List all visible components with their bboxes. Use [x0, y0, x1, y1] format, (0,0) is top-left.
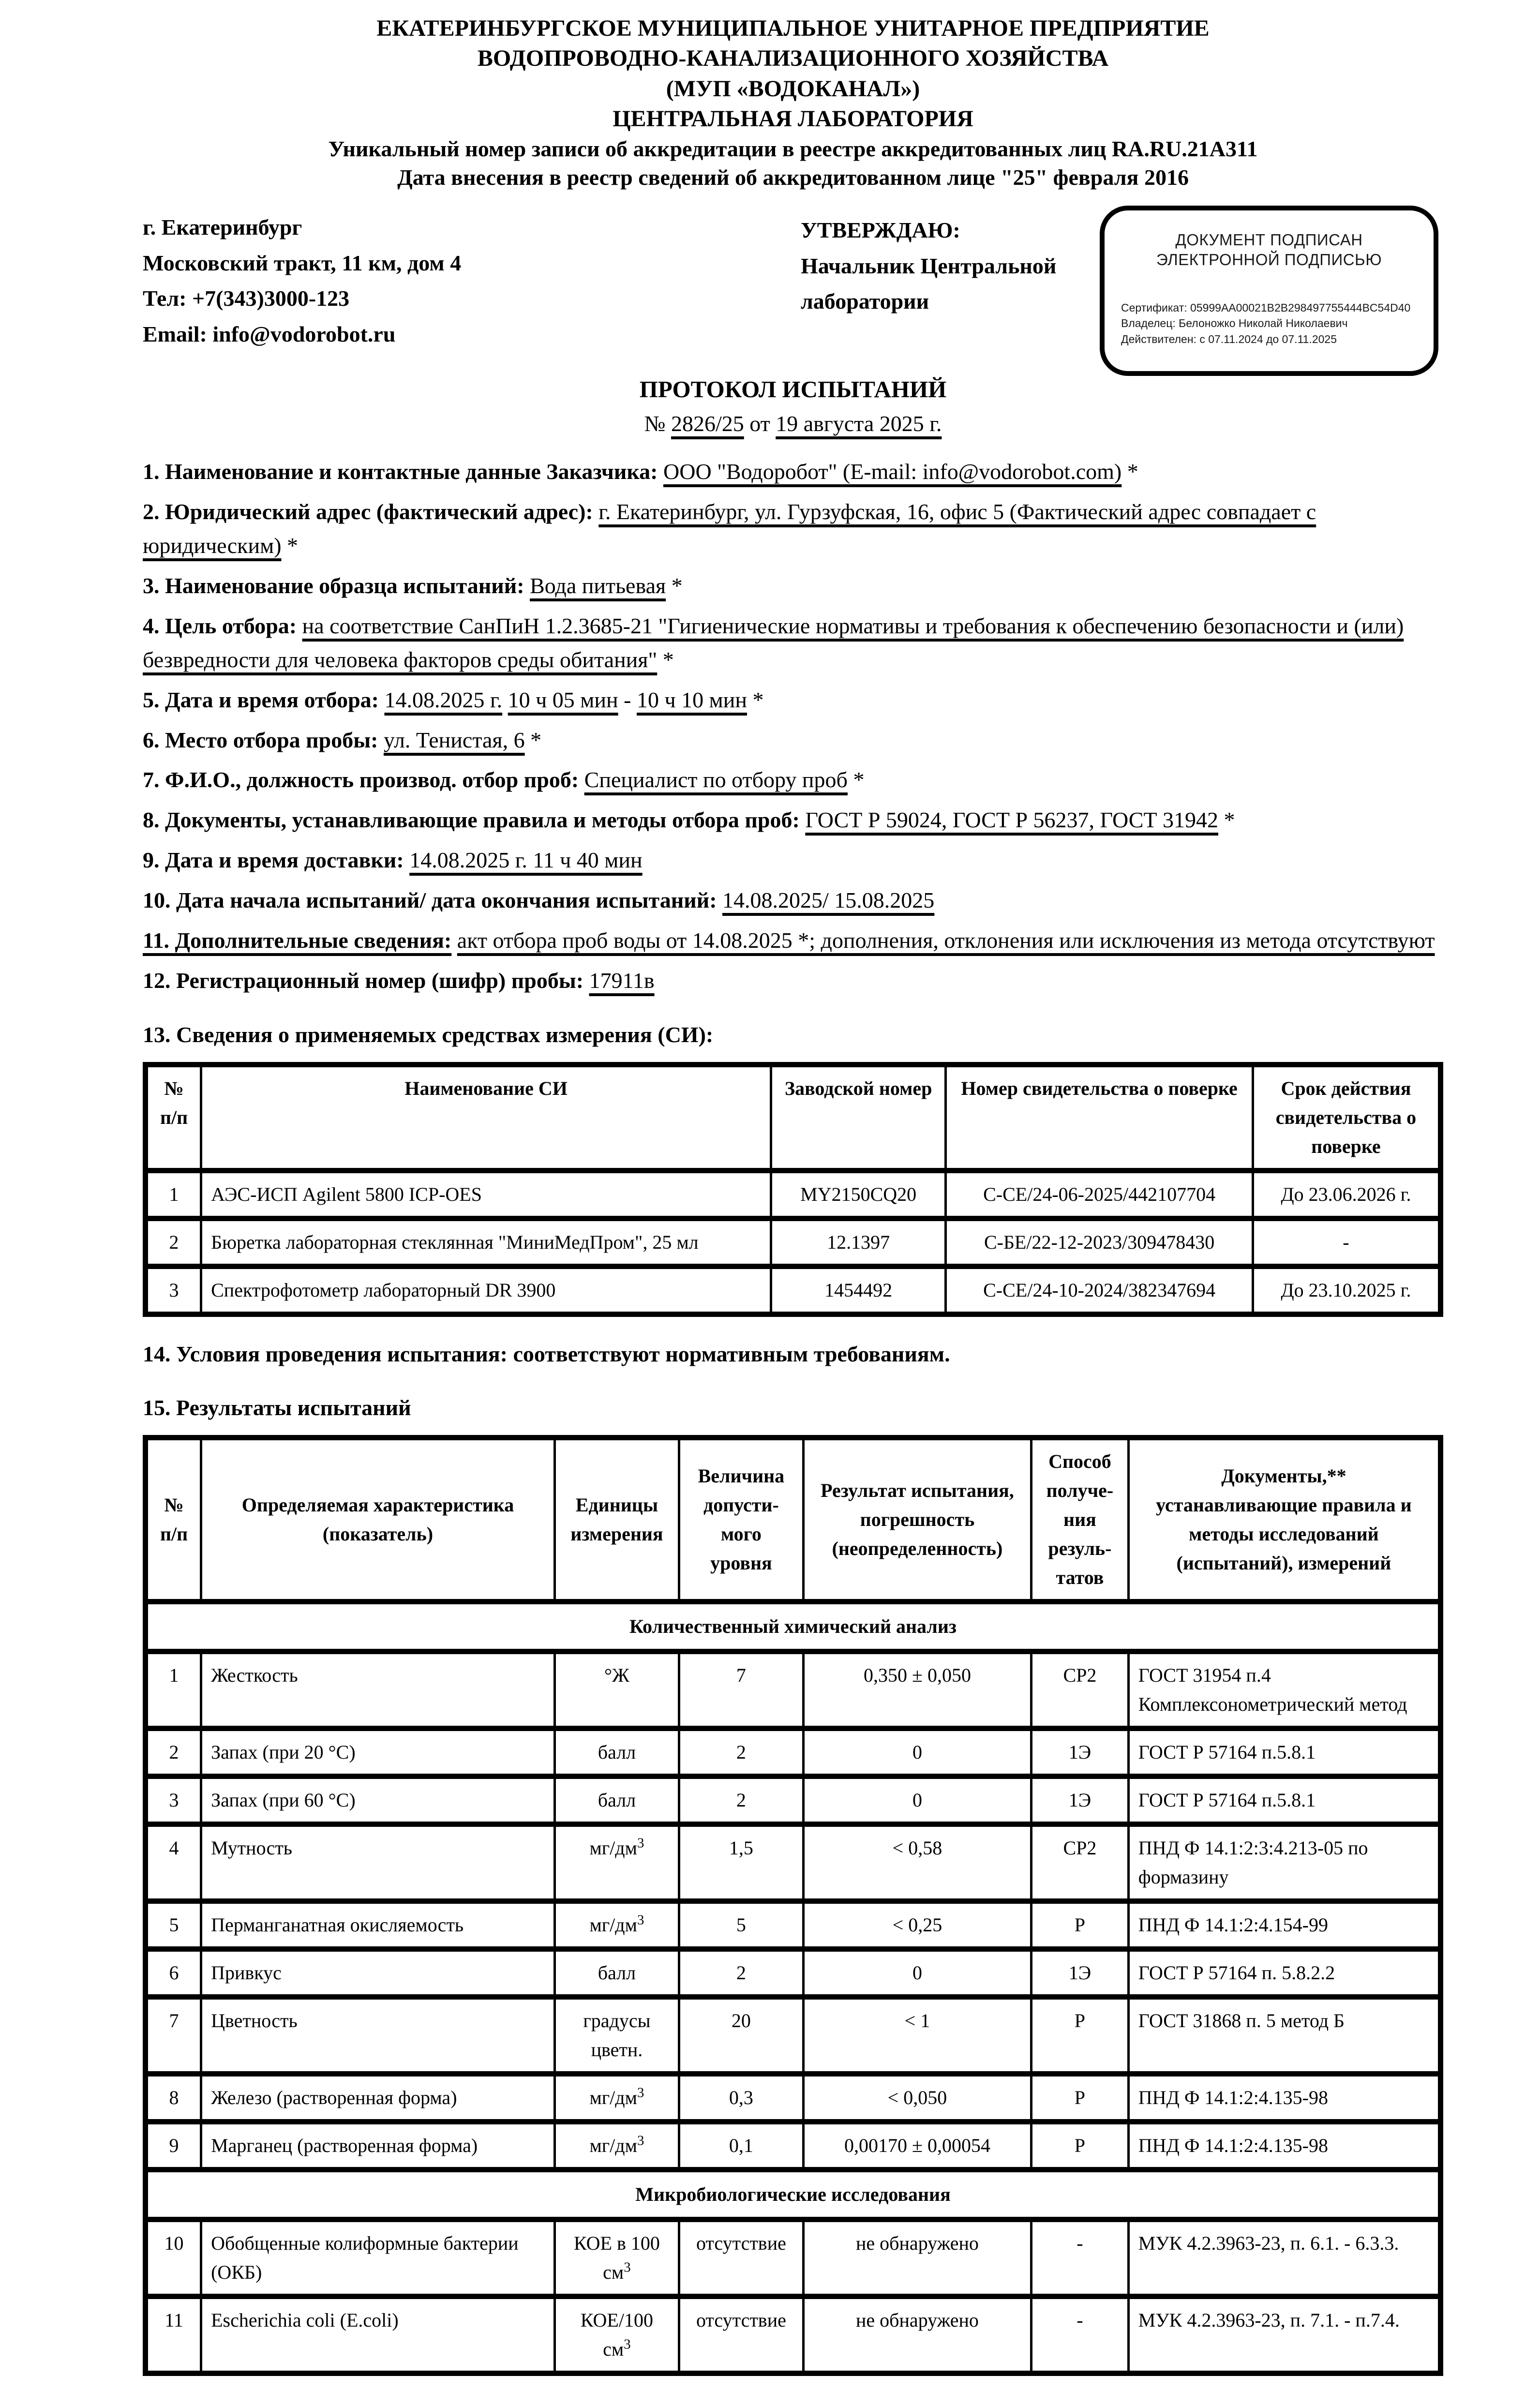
results-table-cell: балл [554, 1728, 679, 1776]
item-sampler [143, 763, 1443, 797]
si-col-name: Наименование СИ [201, 1064, 771, 1170]
results-table-cell: 7 [679, 1651, 803, 1728]
results-table-cell: Escherichia coli (E.coli) [201, 2296, 555, 2373]
results-table-section-row [146, 1601, 1441, 1651]
si-table-cell: С-БЕ/22-12-2023/309478430 [946, 1218, 1253, 1266]
info-row [143, 206, 1443, 373]
stamp-details [1121, 300, 1417, 347]
results-table-cell: 9 [146, 2121, 201, 2169]
si-col-number: № п/п [146, 1064, 201, 1170]
item-label: 12. Регистрационный номер (шифр) пробы: [143, 968, 584, 993]
item-value: ГОСТ Р 59024, ГОСТ Р 56237, ГОСТ 31942 [805, 807, 1219, 833]
superscript-3: 3 [624, 2259, 631, 2275]
results-table-cell: КОЕ/100 $см^3$ [554, 2296, 679, 2373]
results-table-cell: Запах (при 20 °С) [201, 1728, 555, 1776]
results-table-cell: 2 [679, 1776, 803, 1824]
superscript-3: 3 [637, 2085, 644, 2101]
si-col-serial: Заводской номер [771, 1064, 945, 1170]
results-table-cell: < 0,25 [803, 1901, 1031, 1949]
protocol-number-line [143, 411, 1443, 436]
results-table-cell: 0 [803, 1776, 1031, 1824]
results-table-row [146, 2219, 1441, 2296]
si-table-cell: До 23.06.2026 г. [1253, 1170, 1440, 1218]
protocol-number-mid: от [744, 411, 776, 436]
item-value: 14.08.2025/ 15.08.2025 [722, 888, 935, 913]
item-value: на соответствие СанПиН 1.2.3685-21 "Гигиенические нормативы и требования к обеспечению безопасности и (или) безвредности для человека факторов среды обитания" [143, 613, 1404, 672]
superscript-3: 3 [637, 1835, 644, 1851]
protocol-number-prefix: № [644, 411, 671, 436]
results-table-cell: ПНД Ф 14.1:2:4.135-98 [1128, 2074, 1440, 2121]
results-table-cell: °Ж [554, 1651, 679, 1728]
results-table-cell: Мутность [201, 1824, 555, 1901]
results-table-cell: Железо (растворенная форма) [201, 2074, 555, 2121]
digital-signature-stamp [1100, 206, 1438, 376]
item-sampling-datetime [143, 683, 1443, 717]
results-table-cell: МУК 4.2.3963-23, п. 7.1. - п.7.4. [1128, 2296, 1440, 2373]
lab-contacts [143, 209, 461, 352]
res-col-result: Результат испытания, погрешность (неопределенность) [803, 1437, 1031, 1601]
section-test-results: 15. Результаты испытаний [143, 1395, 411, 1420]
si-table-cell: - [1253, 1218, 1440, 1266]
si-table-cell: 2 [146, 1218, 201, 1266]
item-value: 14.08.2025 г. 11 ч 40 мин [409, 848, 643, 873]
results-table-cell: $мг/дм^3$ [554, 1901, 679, 1949]
results-table-cell: Цветность [201, 1997, 555, 2074]
item-label: 3. Наименование образца испытаний: [143, 573, 524, 598]
results-table-row [146, 1901, 1441, 1949]
item-sampling-place [143, 723, 1443, 757]
si-table [143, 1062, 1443, 1317]
si-table-header-row [146, 1064, 1441, 1170]
results-table-cell: КОЕ в 100 $см^3$ [554, 2219, 679, 2296]
results-table-cell: 11 [146, 2296, 201, 2373]
results-table-cell: 5 [146, 1901, 201, 1949]
results-table-cell: Запах (при 60 °С) [201, 1776, 555, 1824]
superscript-3: 3 [637, 2133, 644, 2149]
item-customer [143, 455, 1443, 489]
item-footnote-mark: * [1121, 459, 1138, 484]
results-table-body [146, 1601, 1441, 2373]
results-table-row [146, 1651, 1441, 1728]
item-value: ООО "Водоробот" (E-mail: info@vodorobot.com) [663, 459, 1122, 484]
item-value: г. Екатеринбург, ул. Гурзуфская, 16, офис 5 (Фактический адрес совпадает с юридическим) [143, 499, 1316, 558]
results-table-cell: не обнаружено [803, 2219, 1031, 2296]
results-table-cell: 1Э [1032, 1949, 1129, 1997]
results-table-cell: < 0,58 [803, 1824, 1031, 1901]
results-table-cell: 10 [146, 2219, 201, 2296]
approval-block [801, 212, 1056, 319]
item-delivery-datetime [143, 843, 1443, 877]
si-table-cell: 1 [146, 1170, 201, 1218]
item-value: ул. Тенистая, 6 [383, 727, 525, 752]
item-legal-address [143, 495, 1443, 563]
results-table-cell: балл [554, 1776, 679, 1824]
section-measuring-instruments: 13. Сведения о применяемых средствах измерения (СИ): [143, 1022, 714, 1047]
results-table-cell: 1Э [1032, 1728, 1129, 1776]
results-table-cell: 8 [146, 2074, 201, 2121]
res-col-characteristic: Определяемая характеристика (показатель) [201, 1437, 555, 1601]
si-table-cell: MY2150CQ20 [771, 1170, 945, 1218]
results-table-row [146, 1728, 1441, 1776]
results-table-cell: 0,1 [679, 2121, 803, 2169]
results-table-cell: 0,00170 ± 0,00054 [803, 2121, 1031, 2169]
test-conditions-value: соответствуют нормативным требованиям. [513, 1341, 950, 1366]
item-footnote-mark: * [657, 647, 674, 672]
item-footnote-mark: * [524, 727, 542, 752]
item-label: 7. Ф.И.О., должность производ. отбор проб: [143, 767, 579, 792]
res-col-units: Единицы измерения [554, 1437, 679, 1601]
stamp-owner: Владелец: Белоножко Николай Николаевич [1121, 317, 1348, 330]
results-table-cell: ПНД Ф 14.1:2:3:4.213-05 по формазину [1128, 1824, 1440, 1901]
item-label: 9. Дата и время доставки: [143, 848, 404, 873]
results-table-row [146, 1997, 1441, 2074]
results-table-row [146, 1776, 1441, 1824]
item-label: 2. Юридический адрес (фактический адрес): [143, 499, 593, 524]
res-col-documents: Документы,** устанавливающие правила и методы исследований (испытаний), измерений [1128, 1437, 1440, 1601]
results-table-cell: не обнаружено [803, 2296, 1031, 2373]
results-table-cell: $мг/дм^3$ [554, 2074, 679, 2121]
si-table-cell: 1454492 [771, 1266, 945, 1314]
item-value-dash: - [618, 687, 637, 712]
results-table-row [146, 1949, 1441, 1997]
item-value: акт отбора проб воды от 14.08.2025 *; дополнения, отклонения или исключения из метода отсутствуют [457, 928, 1435, 953]
item-footnote-mark: * [281, 533, 299, 558]
results-table-cell: 6 [146, 1949, 201, 1997]
results-table-cell: 5 [679, 1901, 803, 1949]
item-label: 8. Документы, устанавливающие правила и методы отбора проб: [143, 807, 800, 833]
results-table-cell: ГОСТ Р 57164 п. 5.8.2.2 [1128, 1949, 1440, 1997]
res-col-method-type: Способ получе- ния резуль- татов [1032, 1437, 1129, 1601]
results-table-cell: 1Э [1032, 1776, 1129, 1824]
results-table-cell: 2 [679, 1949, 803, 1997]
results-table-cell: $мг/дм^3$ [554, 2121, 679, 2169]
org-name-line2: ВОДОПРОВОДНО-КАНАЛИЗАЦИОННОГО ХОЗЯЙСТВА [477, 45, 1109, 72]
results-table-cell: балл [554, 1949, 679, 1997]
contact-city: г. Екатеринбург [143, 215, 302, 240]
results-table-cell: отсутствие [679, 2219, 803, 2296]
results-table-cell: ПНД Ф 14.1:2:4.135-98 [1128, 2121, 1440, 2169]
si-table-cell: Спектрофотометр лабораторный DR 3900 [201, 1266, 771, 1314]
item-test-dates [143, 883, 1443, 917]
si-table-cell: Бюретка лабораторная стеклянная "МиниМедПром", 25 мл [201, 1218, 771, 1266]
item-sampling-docs [143, 803, 1443, 837]
protocol-title: ПРОТОКОЛ ИСПЫТАНИЙ [639, 376, 947, 403]
results-table-cell: 4 [146, 1824, 201, 1901]
stamp-validity: Действителен: с 07.11.2024 до 07.11.2025 [1121, 332, 1337, 345]
results-table-row [146, 1824, 1441, 1901]
approval-position-line1: Начальник Центральной [801, 253, 1057, 278]
results-table-cell: - [1032, 2219, 1129, 2296]
stamp-title [1121, 230, 1417, 270]
approval-position-line2: лаборатории [801, 289, 929, 314]
stamp-certificate: Сертификат: 05999AA00021B2B298497755444BC54D40 [1121, 301, 1411, 314]
item-footnote-mark: * [747, 687, 764, 712]
item-label: 10. Дата начала испытаний/ дата окончания испытаний: [143, 888, 717, 913]
item-label: 1. Наименование и контактные данные Заказчика: [143, 459, 658, 484]
section-test-conditions [143, 1337, 1443, 1371]
accreditation-date-line: Дата внесения в реестр сведений об аккредитованном лице "25" февраля 2016 [397, 165, 1189, 190]
results-table-cell: Перманганатная окисляемость [201, 1901, 555, 1949]
si-table-cell: 12.1397 [771, 1218, 945, 1266]
results-table-cell: ПНД Ф 14.1:2:4.154-99 [1128, 1901, 1440, 1949]
si-table-cell: С-СЕ/24-10-2024/382347694 [946, 1266, 1253, 1314]
results-table-cell: СР2 [1032, 1651, 1129, 1728]
results-section-title: Микробиологические исследования [146, 2169, 1441, 2219]
results-table-cell: 0,350 ± 0,050 [803, 1651, 1031, 1728]
item-registration-number [143, 964, 1443, 998]
item-value: Вода питьевая [530, 573, 666, 598]
results-table-cell: ГОСТ Р 57164 п.5.8.1 [1128, 1728, 1440, 1776]
results-table-cell: Р [1032, 1901, 1129, 1949]
results-table-row [146, 2121, 1441, 2169]
item-label: 6. Место отбора пробы: [143, 727, 378, 752]
results-table-cell: отсутствие [679, 2296, 803, 2373]
results-table-cell: 2 [679, 1728, 803, 1776]
results-table-cell: градусы цветн. [554, 1997, 679, 2074]
item-label: 4. Цель отбора: [143, 613, 297, 638]
results-table-header-row [146, 1437, 1441, 1601]
results-table-cell: МУК 4.2.3963-23, п. 6.1. - 6.3.3. [1128, 2219, 1440, 2296]
results-table-cell: 0 [803, 1728, 1031, 1776]
si-col-certificate: Номер свидетельства о поверке [946, 1064, 1253, 1170]
results-table-cell: ГОСТ 31954 п.4 Комплексонометрический метод [1128, 1651, 1440, 1728]
protocol-items [143, 455, 1443, 998]
org-name-line3: (МУП «ВОДОКАНАЛ») [666, 75, 920, 102]
res-col-number: № п/п [146, 1437, 201, 1601]
protocol-number: 2826/25 [671, 411, 744, 436]
item-value-time-from: 10 ч 05 мин [508, 687, 618, 712]
results-table-cell: 20 [679, 1997, 803, 2074]
stamp-title-line2: ЭЛЕКТРОННОЙ ПОДПИСЬЮ [1156, 251, 1382, 269]
item-footnote-mark: * [847, 767, 865, 792]
accreditation-line: Уникальный номер записи об аккредитации в реестре аккредитованных лиц RA.RU.21А311 [328, 136, 1258, 161]
results-table-cell: ГОСТ 31868 п. 5 метод Б [1128, 1997, 1440, 2074]
org-name-line1: ЕКАТЕРИНБУРГСКОЕ МУНИЦИПАЛЬНОЕ УНИТАРНОЕ ПРЕДПРИЯТИЕ [376, 15, 1210, 41]
results-table-cell: Р [1032, 2121, 1129, 2169]
superscript-3: 3 [637, 1912, 644, 1928]
results-table-cell: 1 [146, 1651, 201, 1728]
results-table-cell: 7 [146, 1997, 201, 2074]
results-table-cell: - [1032, 2296, 1129, 2373]
document-header [143, 14, 1443, 192]
results-table-section-row [146, 2169, 1441, 2219]
results-table-cell: Марганец (растворенная форма) [201, 2121, 555, 2169]
results-table-cell: 0,3 [679, 2074, 803, 2121]
results-table-cell: Р [1032, 2074, 1129, 2121]
results-table-cell: $мг/дм^3$ [554, 1824, 679, 1901]
results-section-title: Количественный химический анализ [146, 1601, 1441, 1651]
si-table-cell: 3 [146, 1266, 201, 1314]
results-table-cell: Обобщенные колиформные бактерии (ОКБ) [201, 2219, 555, 2296]
item-footnote-mark: * [1218, 807, 1235, 833]
si-col-validity: Срок действия свидетельства о поверке [1253, 1064, 1440, 1170]
si-table-row [146, 1266, 1441, 1314]
results-table-cell: < 1 [803, 1997, 1031, 2074]
protocol-date: 19 августа 2025 г. [776, 411, 942, 436]
item-sampling-purpose [143, 609, 1443, 677]
results-table-cell: < 0,050 [803, 2074, 1031, 2121]
item-label: 5. Дата и время отбора: [143, 687, 379, 712]
si-table-row [146, 1170, 1441, 1218]
si-table-cell: АЭС-ИСП Agilent 5800 ICP-OES [201, 1170, 771, 1218]
item-sample-name [143, 569, 1443, 603]
item-value-date: 14.08.2025 г. [384, 687, 503, 712]
results-table-cell: СР2 [1032, 1824, 1129, 1901]
si-table-row [146, 1218, 1441, 1266]
approval-title: УТВЕРЖДАЮ: [801, 218, 960, 243]
results-table-cell: 2 [146, 1728, 201, 1776]
item-additional-info [143, 924, 1443, 957]
results-table-cell: ГОСТ Р 57164 п.5.8.1 [1128, 1776, 1440, 1824]
results-table-row [146, 2074, 1441, 2121]
contact-address: Московский тракт, 11 км, дом 4 [143, 250, 462, 275]
item-value: 17911в [589, 968, 655, 993]
results-table-row [146, 2296, 1441, 2373]
results-table-cell: 1,5 [679, 1824, 803, 1901]
results-table [143, 1435, 1443, 2376]
stamp-title-line1: ДОКУМЕНТ ПОДПИСАН [1175, 231, 1363, 249]
si-table-body [146, 1170, 1441, 1314]
results-table-cell: Привкус [201, 1949, 555, 1997]
test-conditions-label: 14. Условия проведения испытания: [143, 1341, 508, 1366]
superscript-3: 3 [624, 2336, 631, 2352]
results-table-cell: Жесткость [201, 1651, 555, 1728]
results-table-cell: 0 [803, 1949, 1031, 1997]
contact-email: Email: info@vodorobot.ru [143, 321, 396, 346]
lab-name: ЦЕНТРАЛЬНАЯ ЛАБОРАТОРИЯ [613, 106, 973, 132]
si-table-cell: До 23.10.2025 г. [1253, 1266, 1440, 1314]
item-footnote-mark: * [666, 573, 683, 598]
item-value: Специалист по отбору проб [584, 767, 848, 792]
item-value-time-to: 10 ч 10 мин [636, 687, 747, 712]
si-table-cell: С-СЕ/24-06-2025/442107704 [946, 1170, 1253, 1218]
res-col-allowed-level: Величина допусти- мого уровня [679, 1437, 803, 1601]
item-label: 11. Дополнительные сведения: [143, 928, 452, 953]
results-table-cell: 3 [146, 1776, 201, 1824]
contact-phone: Тел: +7(343)3000-123 [143, 286, 350, 311]
results-table-cell: Р [1032, 1997, 1129, 2074]
